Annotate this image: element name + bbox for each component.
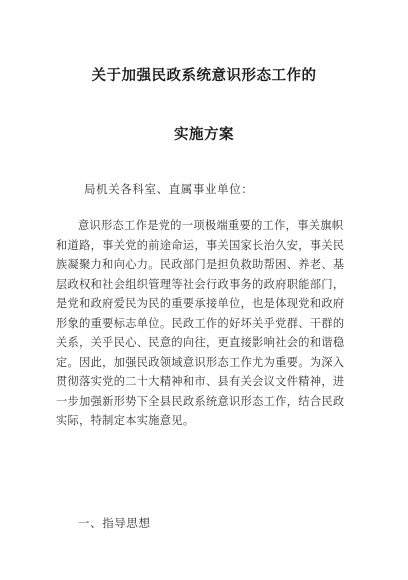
body-line: 一步加强新形势下全县民政系统意识形态工作，结合民政 — [56, 394, 345, 408]
body-line: 是党和政府爱民为民的重要承接单位，也是体现党和政府 — [56, 297, 345, 311]
document-title-line-1: 关于加强民政系统意识形态工作的 — [91, 68, 317, 84]
section-heading: 一、指导思想 — [78, 516, 151, 530]
body-line: 形象的重要标志单位。民政工作的好坏关乎党群、干群的 — [56, 316, 345, 330]
document-title-line-2: 实施方案 — [174, 127, 234, 143]
body-paragraph — [56, 216, 356, 431]
body-line: 和道路，事关党的前途命运，事关国家长治久安，事关民 — [56, 238, 345, 252]
body-line: 贯彻落实党的二十大精神和市、县有关会议文件精神，进 — [56, 375, 345, 389]
body-line: 关系，关乎民心、民意的向往，更直接影响社会的和谐稳 — [56, 336, 345, 350]
body-line: 实际，特制定本实施意见。 — [56, 414, 195, 428]
body-line: 族凝聚力和向心力。民政部门是担负救助帮困、养老、基 — [56, 258, 345, 272]
body-line: 意识形态工作是党的一项极端重要的工作，事关旗帜 — [78, 219, 344, 232]
body-line: 定。因此，加强民政领域意识形态工作尤为重要。为深入 — [56, 355, 345, 369]
salutation: 局机关各科室、直属事业单位： — [84, 182, 254, 196]
body-line: 层政权和社会组织管理等社会行政事务的政府职能部门， — [56, 277, 345, 291]
